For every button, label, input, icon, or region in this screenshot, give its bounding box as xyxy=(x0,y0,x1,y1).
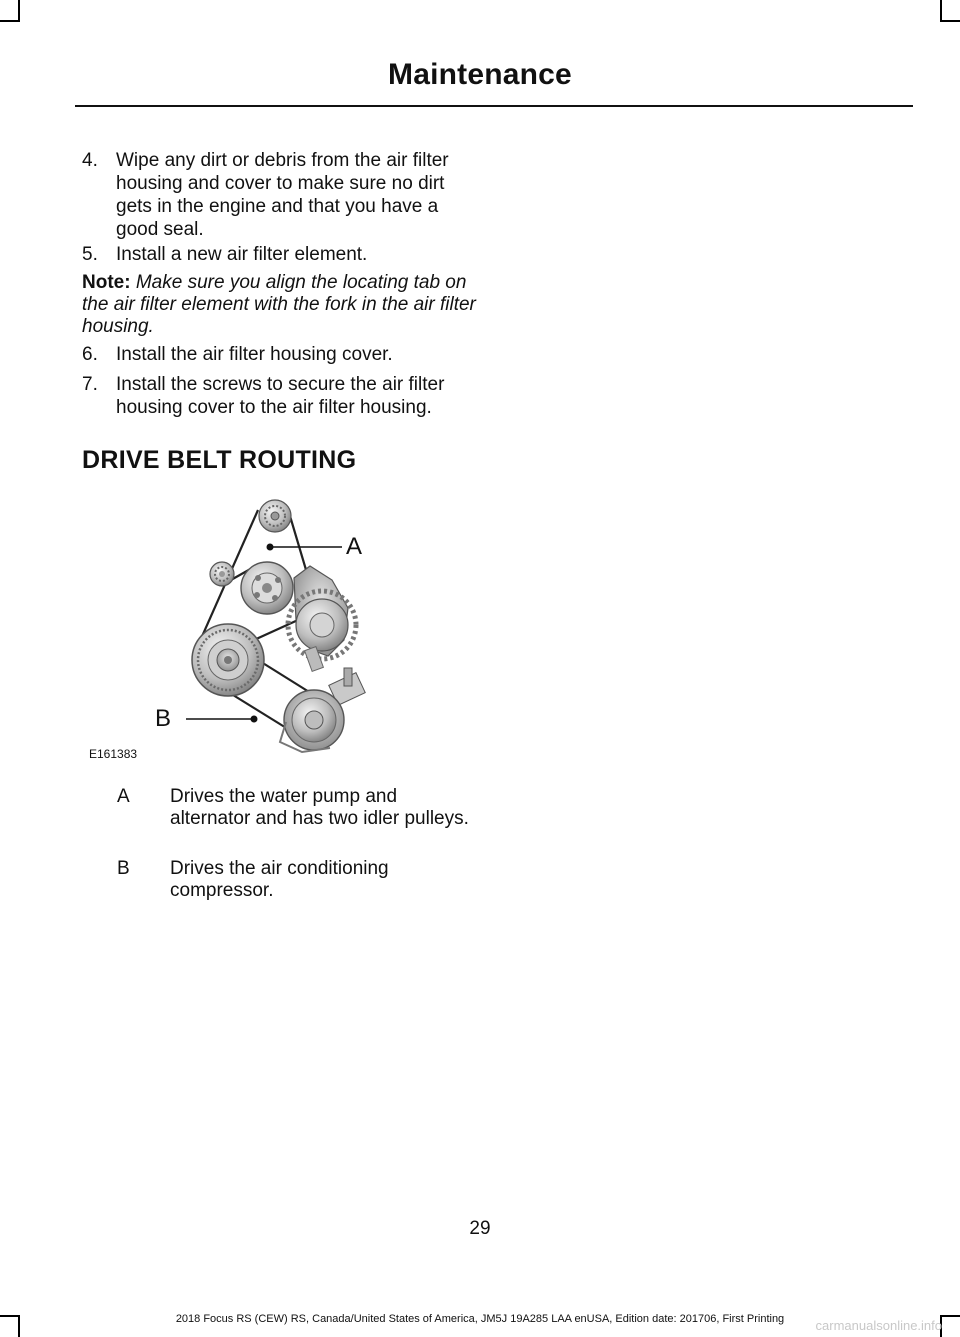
page-header-title: Maintenance xyxy=(388,58,572,91)
step-text: Wipe any dirt or debris from the air filter housing and cover to make sure no dirt gets in the engine and that you have a good seal. xyxy=(116,150,449,240)
legend-key: A xyxy=(117,786,130,807)
idler-pulley-left xyxy=(210,562,234,586)
watermark: carmanualsonline.info xyxy=(815,1318,942,1333)
step-text: Install the screws to secure the air filter housing cover to the air filter housing. xyxy=(116,374,445,418)
list-item-step-6 xyxy=(82,343,482,366)
water-pump-pulley xyxy=(241,562,293,614)
list-item-step-4 xyxy=(82,149,482,241)
legend-item-b xyxy=(117,858,477,902)
crop-mark xyxy=(0,20,20,22)
figure-id: E161383 xyxy=(89,747,138,761)
callout-label-a: A xyxy=(346,533,363,560)
crop-mark xyxy=(940,20,960,22)
idler-pulley-top xyxy=(259,500,291,532)
legend-item-a xyxy=(117,786,477,830)
drive-belt-diagram xyxy=(82,490,482,760)
list-item-step-5 xyxy=(82,243,482,266)
header-divider xyxy=(75,105,913,107)
legend-text: Drives the water pump and alternator and has two idler pulleys. xyxy=(170,786,469,829)
step-number: 4. xyxy=(82,150,98,171)
step-number: 5. xyxy=(82,244,98,265)
step-text: Install the air filter housing cover. xyxy=(116,344,393,365)
note-label: Note: xyxy=(82,272,131,293)
alternator xyxy=(288,566,356,671)
legend-text: Drives the air conditioning compressor. xyxy=(170,858,389,901)
section-heading: DRIVE BELT ROUTING xyxy=(82,446,357,474)
callout-leader-b xyxy=(186,716,258,723)
crop-mark xyxy=(18,0,20,22)
crankshaft-pulley xyxy=(192,624,264,696)
note-paragraph xyxy=(82,272,480,338)
callout-label-b: B xyxy=(155,705,172,732)
list-item-step-7 xyxy=(82,373,482,419)
page-footer: 2018 Focus RS (CEW) RS, Canada/United States of America, JM5J 19A285 LAA enUSA, Edition date: 201706, First Printing xyxy=(175,1313,785,1325)
note-text: Make sure you align the locating tab on the air filter element with the fork in the air filter housing. xyxy=(82,272,476,337)
crop-mark xyxy=(940,0,942,22)
step-text: Install a new air filter element. xyxy=(116,244,368,265)
step-number: 6. xyxy=(82,344,98,365)
legend-key: B xyxy=(117,858,130,879)
page-number: 29 xyxy=(469,1218,491,1239)
step-number: 7. xyxy=(82,374,98,395)
callout-leader-a xyxy=(267,544,343,551)
